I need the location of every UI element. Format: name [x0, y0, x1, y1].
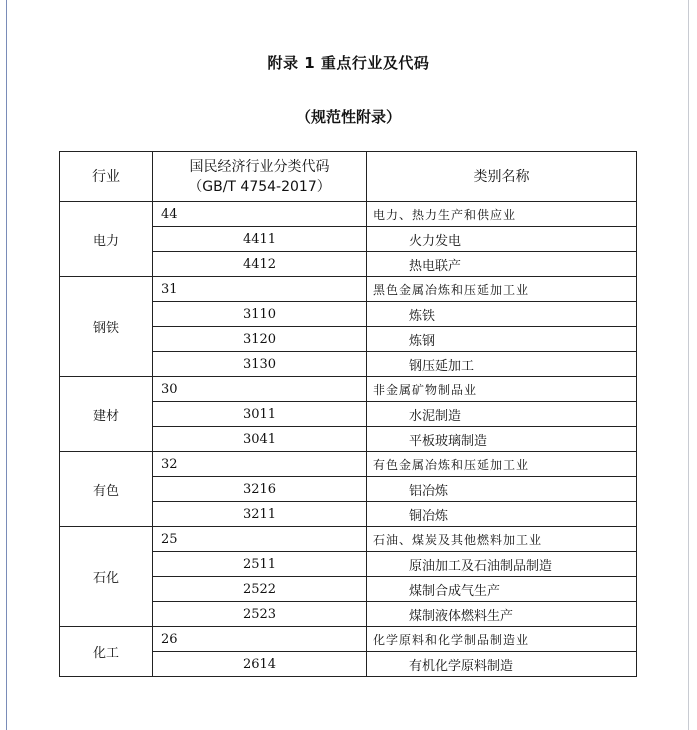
table-body: [60, 202, 637, 677]
table-row: [60, 277, 637, 302]
category-name-cell: 铜冶炼: [367, 502, 637, 527]
table-header-row: [60, 152, 637, 202]
code-cell: 2614: [153, 652, 367, 677]
industry-cell: 钢铁: [60, 277, 153, 377]
code-cell: 3110: [153, 302, 367, 327]
code-cell: 3211: [153, 502, 367, 527]
code-cell: 2523: [153, 602, 367, 627]
category-name-cell: 有色金属冶炼和压延加工业: [367, 452, 637, 477]
code-cell: 44: [153, 202, 367, 227]
industry-cell: 建材: [60, 377, 153, 452]
category-name-cell: 煤制合成气生产: [367, 577, 637, 602]
category-name-cell: 铝冶炼: [367, 477, 637, 502]
category-name-cell: 化学原料和化学制品制造业: [367, 627, 637, 652]
code-cell: 4412: [153, 252, 367, 277]
category-name-cell: 电力、热力生产和供应业: [367, 202, 637, 227]
appendix-subtitle: （规范性附录）: [295, 108, 401, 126]
header-code-line1: 国民经济行业分类代码: [189, 158, 330, 175]
header-industry: 行业: [60, 152, 153, 202]
code-cell: 32: [153, 452, 367, 477]
code-cell: 4411: [153, 227, 367, 252]
code-cell: 3041: [153, 427, 367, 452]
category-name-cell: 平板玻璃制造: [367, 427, 637, 452]
category-name-cell: 钢压延加工: [367, 352, 637, 377]
category-name-cell: 火力发电: [367, 227, 637, 252]
category-name-cell: 原油加工及石油制品制造: [367, 552, 637, 577]
industry-cell: 有色: [60, 452, 153, 527]
code-cell: 30: [153, 377, 367, 402]
industry-code-table: [59, 151, 637, 677]
table-row: [60, 527, 637, 552]
code-cell: 3216: [153, 477, 367, 502]
header-code-line2: （GB/T 4754-2017）: [188, 178, 331, 195]
header-code: [153, 152, 367, 202]
code-cell: 2511: [153, 552, 367, 577]
category-name-cell: 石油、煤炭及其他燃料加工业: [367, 527, 637, 552]
code-cell: 31: [153, 277, 367, 302]
category-name-cell: 炼钢: [367, 327, 637, 352]
table-row: [60, 627, 637, 652]
industry-cell: 化工: [60, 627, 153, 677]
code-cell: 2522: [153, 577, 367, 602]
table-row: [60, 377, 637, 402]
code-cell: 3011: [153, 402, 367, 427]
industry-cell: 电力: [60, 202, 153, 277]
code-cell: 25: [153, 527, 367, 552]
category-name-cell: 黑色金属冶炼和压延加工业: [367, 277, 637, 302]
category-name-cell: 热电联产: [367, 252, 637, 277]
category-name-cell: 有机化学原料制造: [367, 652, 637, 677]
code-cell: 3120: [153, 327, 367, 352]
appendix-title: 附录 1 重点行业及代码: [267, 54, 430, 72]
code-cell: 26: [153, 627, 367, 652]
industry-cell: 石化: [60, 527, 153, 627]
category-name-cell: 煤制液体燃料生产: [367, 602, 637, 627]
category-name-cell: 非金属矿物制品业: [367, 377, 637, 402]
code-cell: 3130: [153, 352, 367, 377]
category-name-cell: 水泥制造: [367, 402, 637, 427]
table-row: [60, 452, 637, 477]
table-row: [60, 202, 637, 227]
header-category-name: 类别名称: [367, 152, 637, 202]
category-name-cell: 炼铁: [367, 302, 637, 327]
